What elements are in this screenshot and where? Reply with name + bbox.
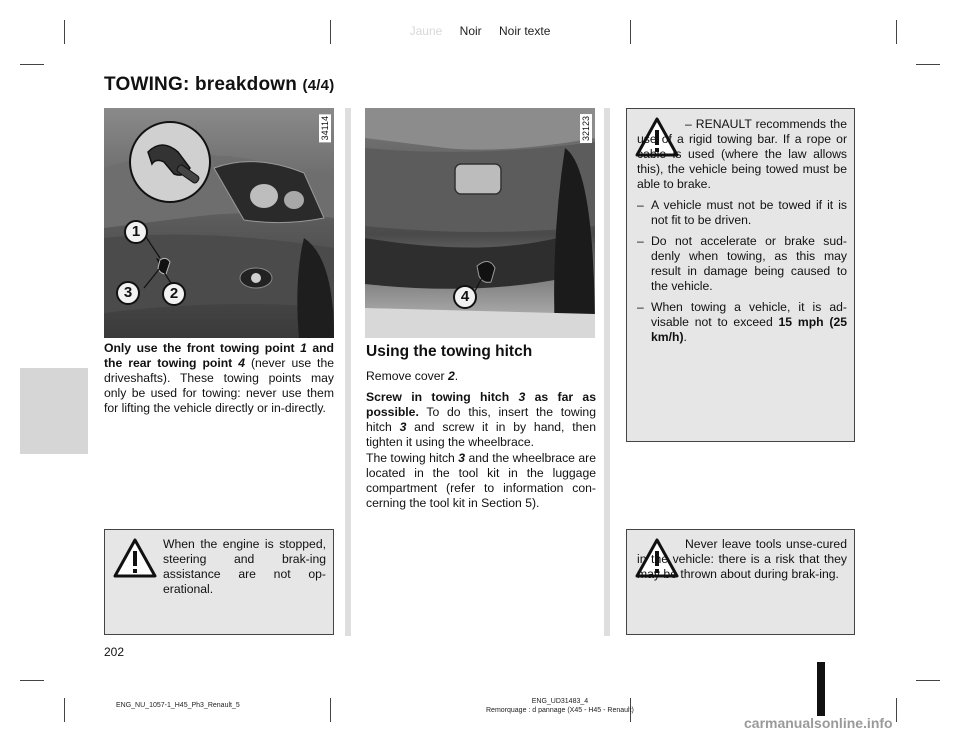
list-dash: –	[637, 300, 644, 314]
crop-mark	[64, 698, 65, 722]
tools-warning-box	[626, 529, 855, 635]
ref-1: 1	[300, 341, 307, 355]
ref-4: 4	[238, 356, 245, 370]
warning-triangle-icon	[113, 538, 157, 578]
remove-cover-paragraph	[366, 369, 596, 384]
crop-mark	[916, 680, 940, 681]
page-title	[104, 74, 334, 96]
title-part: (4/4)	[302, 77, 335, 94]
text-bold: and the rear towing point	[104, 341, 334, 370]
registration-bar	[817, 662, 825, 716]
crop-mark	[20, 680, 44, 681]
color-label-noir-texte: Noir texte	[499, 24, 551, 38]
front-bumper-photo	[104, 108, 334, 338]
warning-intro: – RENAULT recommends the use of a rigid towing bar. If a rope or cable is used (where the law allows this), the vehicle being towed must be able to brake.	[637, 117, 847, 191]
ref-3: 3	[518, 390, 526, 404]
engine-stopped-warning-box	[104, 529, 334, 635]
watermark: carmanualsonline.info	[744, 715, 893, 731]
crop-mark	[916, 64, 940, 65]
ref-3: 3	[399, 420, 407, 434]
footer-doc-ref	[486, 697, 634, 715]
crop-mark	[896, 698, 897, 722]
text-regular: and screw it in by hand, then tighten it using the wheelbrace.	[366, 420, 596, 449]
title-main: TOWING: breakdown	[104, 74, 303, 95]
warning-item-text: When towing a vehicle, it is ad-visable not to exceed	[651, 300, 847, 329]
text-regular: To do this, insert the towing hitch	[366, 405, 596, 434]
text-bold: as far as possible.	[366, 390, 596, 419]
text-bold: Only use the front towing point	[104, 341, 301, 355]
rear-bumper-photo	[365, 108, 595, 338]
text-bold: Screw in towing hitch	[366, 390, 519, 404]
photo-ref-number: 32123	[581, 116, 591, 142]
crop-mark	[20, 64, 44, 65]
tool-kit-paragraph	[366, 451, 596, 511]
rear-bumper-illustration	[365, 108, 595, 338]
callout-2: 2	[162, 282, 186, 306]
callout-3: 3	[116, 281, 140, 305]
warning-item-text: Do not accelerate or brake sud-denly when towing, as this may result in damage being caused to the vehicle.	[651, 234, 847, 293]
warning-item-text: .	[683, 330, 687, 344]
screw-hitch-paragraph	[366, 390, 596, 450]
text-regular: and the wheelbrace are located in the tool kit in the luggage compartment (refer to information con-cerning the tool kit in Section 5).	[366, 451, 596, 510]
text-regular: .	[454, 369, 459, 383]
text-regular: (never use the driveshafts). These towing points may only be used for towing: never use them for lifting the vehicle directly or in-directly.	[104, 356, 335, 415]
warning-text	[637, 117, 847, 345]
ref-2: 2	[447, 369, 455, 383]
section-heading: Using the towing hitch	[366, 343, 533, 360]
section-tab	[20, 368, 88, 454]
footer-doc-code: ENG_UD31483_4	[531, 698, 589, 705]
towing-points-paragraph	[104, 341, 334, 416]
crop-mark	[330, 698, 331, 722]
warning-text: When the engine is stopped, steering and brak-ing assistance are not op-erational.	[163, 537, 326, 596]
column-divider	[345, 108, 351, 636]
text-regular: The towing hitch	[366, 451, 459, 465]
footer-doc-title: Remorquage : d pannage (X45 - H45 - Renault)	[486, 707, 634, 714]
ref-3: 3	[458, 451, 466, 465]
callout-1: 1	[124, 220, 148, 244]
column-divider	[604, 108, 610, 636]
print-color-header	[0, 24, 960, 38]
warning-item	[637, 300, 847, 345]
speed-limit: 15 mph (25 km/h)	[651, 315, 847, 344]
list-dash: –	[637, 234, 644, 248]
footer-job-code: ENG_NU_1057-1_H45_Ph3_Renault_5	[116, 702, 240, 709]
photo-ref-number: 34114	[320, 116, 330, 141]
color-label-jaune: Jaune	[409, 24, 443, 38]
warning-text: Never leave tools unse-cured in the vehicle: there is a risk that they may be thrown about during brak-ing.	[637, 537, 847, 581]
towing-warning-box	[626, 108, 855, 442]
warning-item-text: A vehicle must not be towed if it is not fit to be driven.	[651, 198, 847, 227]
warning-item	[637, 234, 847, 294]
text-regular: Remove cover	[366, 369, 448, 383]
page-number: 202	[104, 645, 125, 659]
color-label-noir: Noir	[459, 24, 482, 38]
list-dash: –	[637, 198, 644, 212]
warning-item	[637, 198, 847, 228]
callout-4: 4	[453, 285, 477, 309]
